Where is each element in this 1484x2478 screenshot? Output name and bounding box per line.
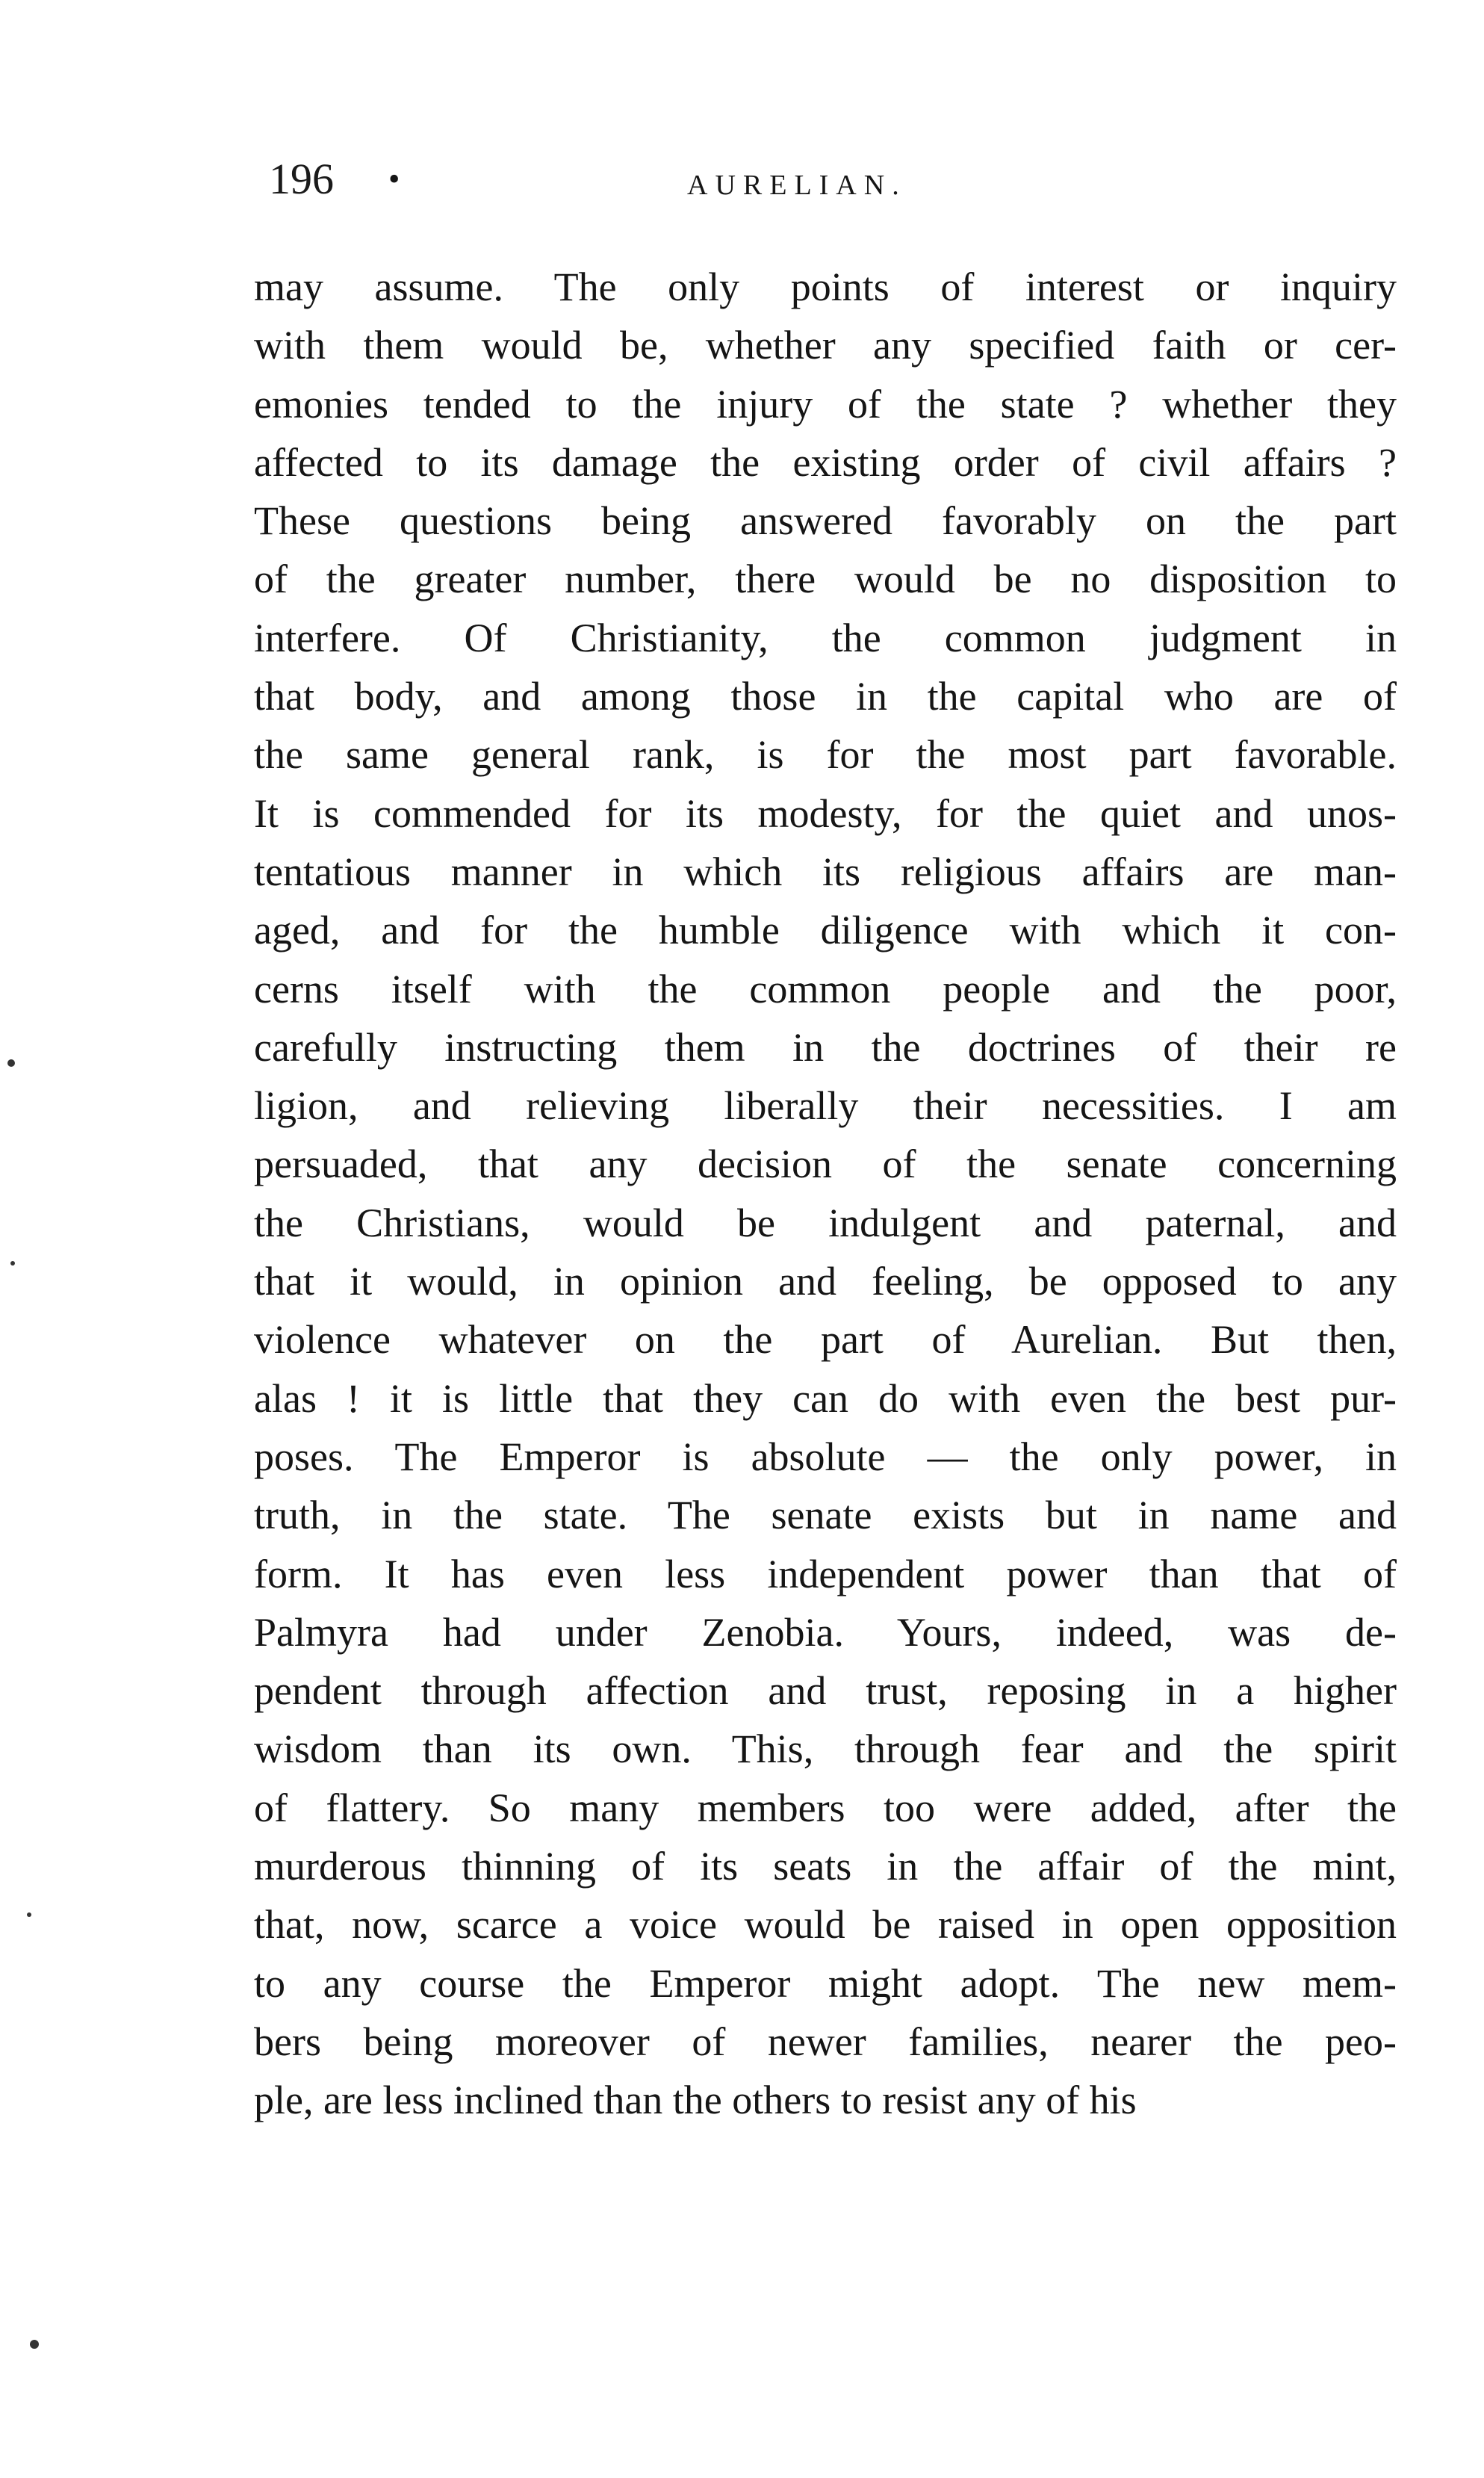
text-line: to any course the Emperor might adopt. The new mem-: [254, 1960, 1397, 2006]
text-line: cerns itself with the common people and the poor,: [254, 966, 1397, 1012]
text-line: wisdom than its own. This, through fear and the spirit: [254, 1726, 1397, 1772]
text-line: the Christians, would be indulgent and paternal, and: [254, 1200, 1397, 1245]
text-line: emonies tended to the injury of the state ? whether they: [254, 381, 1397, 427]
text-line: that body, and among those in the capital who are of: [254, 674, 1397, 719]
text-line: murderous thinning of its seats in the affair of the mint,: [254, 1844, 1397, 1889]
text-line: alas ! it is little that they can do with even the best pur-: [254, 1375, 1397, 1421]
text-line: It is commended for its modesty, for the quiet and unos-: [254, 790, 1397, 836]
body-text: [254, 258, 1397, 2130]
text-line: carefully instructing them in the doctrines of their re: [254, 1024, 1397, 1070]
text-line: of flattery. So many members too were added, after the: [254, 1785, 1397, 1830]
text-line: poses. The Emperor is absolute — the only power, in: [254, 1434, 1397, 1479]
text-line: form. It has even less independent power than that of: [254, 1551, 1397, 1596]
text-line: pendent through affection and trust, reposing in a higher: [254, 1668, 1397, 1714]
header-dot-mark: •: [388, 161, 400, 197]
running-head-title: AURELIAN.: [687, 170, 907, 201]
page-number: 196: [269, 155, 334, 203]
text-line: violence whatever on the part of Aurelian. But then,: [254, 1317, 1397, 1363]
text-line: aged, and for the humble diligence with which it con-: [254, 908, 1397, 953]
text-line: These questions being answered favorably on the part: [254, 498, 1397, 544]
text-line: with them would be, whether any specified faith or cer-: [254, 323, 1397, 368]
page-header: [269, 149, 1389, 209]
text-line: persuaded, that any decision of the senate concerning: [254, 1142, 1397, 1187]
text-line: that it would, in opinion and feeling, be opposed to any: [254, 1259, 1397, 1304]
text-line: may assume. The only points of interest or inquiry: [254, 264, 1397, 309]
text-line: Palmyra had under Zenobia. Yours, indeed, was de-: [254, 1609, 1397, 1655]
text-line: the same general rank, is for the most part favorable.: [254, 732, 1397, 778]
text-line: ligion, and relieving liberally their necessities. I am: [254, 1083, 1397, 1129]
text-line: affected to its damage the existing order of civil affairs ?: [254, 439, 1397, 485]
text-line: interfere. Of Christianity, the common judgment in: [254, 615, 1397, 660]
text-line: tentatious manner in which its religious affairs are man-: [254, 849, 1397, 894]
margin-speck: [7, 1059, 15, 1067]
margin-speck: [27, 1912, 31, 1917]
text-line: truth, in the state. The senate exists but in name and: [254, 1493, 1397, 1538]
margin-speck: [30, 2340, 39, 2349]
text-line: of the greater number, there would be no disposition to: [254, 557, 1397, 602]
text-line: bers being moreover of newer families, nearer the peo-: [254, 2019, 1397, 2064]
margin-speck: [10, 1261, 15, 1266]
text-line: ple, are less inclined than the others to resist any of his: [254, 2078, 1137, 2123]
text-line: that, now, scarce a voice would be raised in open opposition: [254, 1902, 1397, 1948]
